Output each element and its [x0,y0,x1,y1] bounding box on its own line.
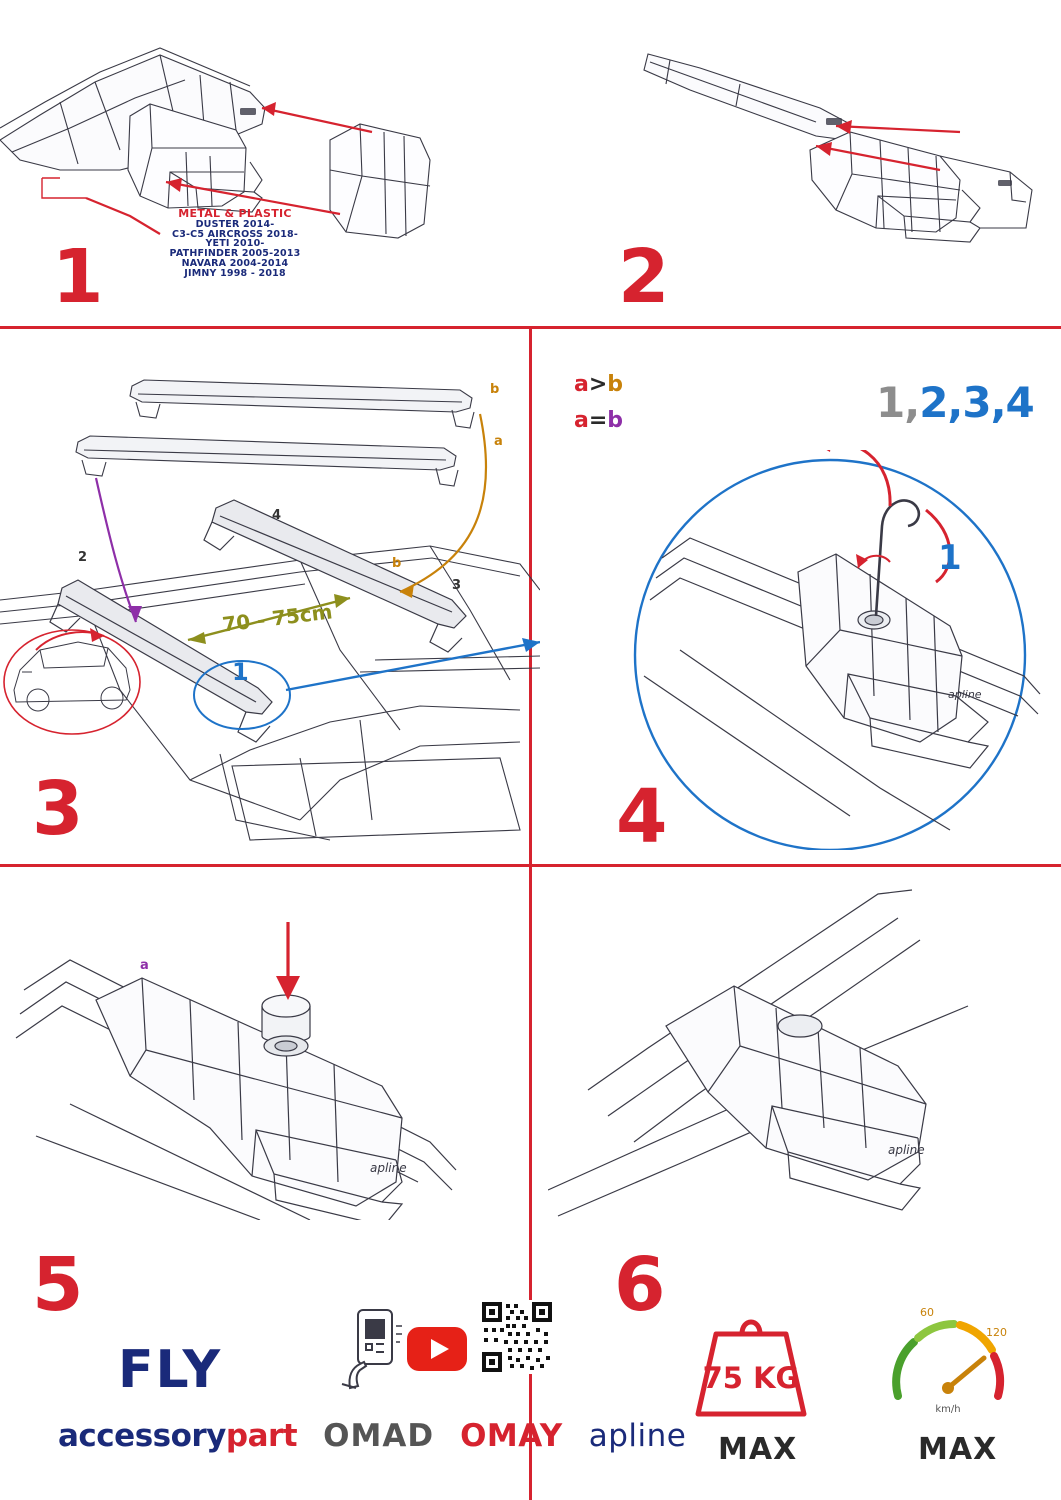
step-2-illustration [640,40,1060,270]
vehicle-5: NAVARA 2004-2014 [181,258,289,270]
brand-fly: FLY [118,1340,223,1400]
marker-a-left: a [140,958,149,973]
step-number-2: 2 [618,234,670,320]
logo-accessorypart [58,1418,297,1454]
speed-tick-60: 60 [920,1306,934,1319]
speed-limit-icon [880,1296,1020,1424]
vehicle-1: DUSTER 2014- [195,218,275,230]
marker-a-top: a [494,434,503,449]
vehicle-4: PATHFINDER 2005-2013 [169,248,301,260]
step-number-6: 6 [614,1242,666,1328]
vehicle-2: C3-C5 AIRCROSS 2018- [172,228,298,240]
crossbar-distance-label: 70 - 75cm [220,599,334,637]
svg-text:apline: apline [888,1143,925,1157]
sequence-gray: 1, [876,378,920,427]
youtube-icon[interactable] [406,1326,468,1372]
step-number-4: 4 [616,774,668,860]
vehicle-6: JIMNY 1998 - 2018 [184,268,286,280]
marker-b-lower: b [392,556,402,571]
step-number-5: 5 [32,1242,84,1328]
legend-op-2: = [588,408,608,433]
legend-op-1: > [588,372,608,397]
brand-logos-row [58,1418,686,1454]
weight-value-text: 75 KG [702,1361,800,1395]
logo-omay: OMAY [460,1418,563,1454]
bar-label-2: 2 [78,550,88,565]
logo-omad: OMAD [323,1418,435,1454]
legend-a-equals-b [574,408,623,433]
step-4-callout-1: 1 [938,538,962,578]
svg-text:apline: apline [370,1161,407,1175]
sequence-blue: 2,3,4 [919,378,1034,427]
step-6-illustration [548,880,1048,1220]
divider-col-middle-lower [529,864,532,1500]
speed-unit-text: km/h [935,1404,961,1415]
vehicle-3: YETI 2010- [205,238,265,250]
step-4-sequence [876,378,1034,427]
step-5-illustration [10,890,510,1220]
logo-apline: apline [588,1418,687,1454]
weight-limit-icon [686,1296,816,1421]
legend-b-2: b [607,408,624,433]
step-number-3: 3 [32,766,84,852]
bar-label-4: 4 [272,508,282,523]
logo-accessory-accent: part [225,1418,298,1454]
qr-code-icon [480,1300,554,1374]
legend-a-greater-b [574,372,623,397]
weight-max-label: MAX [718,1432,798,1467]
step-number-1: 1 [52,234,104,320]
speed-tick-120: 120 [986,1326,1007,1339]
metal-plastic-note [110,208,360,279]
logo-accessory-main: accessory [58,1418,226,1454]
svg-text:apline: apline [948,688,982,701]
material-title: METAL & PLASTIC [178,207,292,220]
legend-a-1: a [574,372,589,397]
legend-b-1: b [607,372,624,397]
bar-label-3: 3 [452,578,462,593]
marker-b-top: b [490,382,500,397]
speed-max-label: MAX [918,1432,998,1467]
step-4-illustration [620,450,1050,850]
bar-label-1: 1 [232,658,249,686]
legend-a-2: a [574,408,589,433]
